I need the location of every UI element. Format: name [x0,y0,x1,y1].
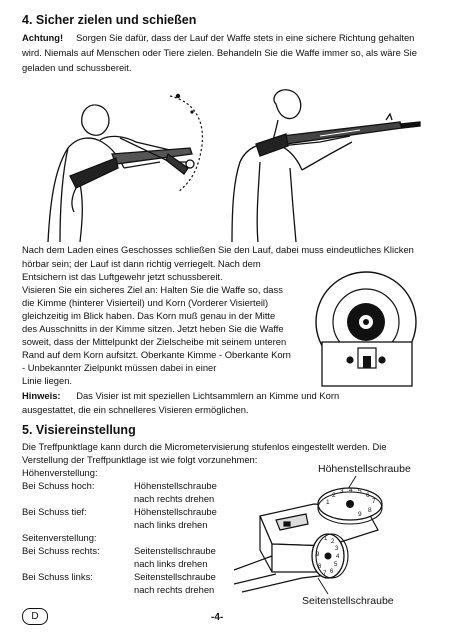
shooter-right-figure [232,90,420,242]
svg-text:8: 8 [318,564,322,570]
side-row-right-direction [22,558,222,570]
svg-text:7: 7 [372,498,376,505]
body-line-9: Rand auf dem Korn aufsitzt. Oberkante Kimme - Oberkante Korn [22,349,291,360]
body-line-1: Nach dem Laden eines Geschosses schließen Sie den Lauf, dabei muss eindeutliches Klicken [22,244,414,255]
direction-text: nach rechts drehen [134,584,215,595]
action-text: Höhenstellschraube [134,506,217,517]
svg-text:5: 5 [334,562,338,568]
warning-line-1 [22,32,442,45]
hint-label: Hinweis: [22,390,61,401]
motion-arc [170,96,202,192]
body-line-2: hörbar sein; der Lauf ist dann richtig verriegelt. Nach dem [22,258,261,269]
warning-line-2: wird. Niemals auf Menschen oder Tiere zielen. Behandeln Sie die Waffe immer so, als wäre Sie [22,47,417,58]
side-row-right [22,545,222,557]
shooter-left-figure [48,105,194,242]
hint-line-2: ausgestattet, die ein schnelleres Visieren ermöglichen. [22,404,249,415]
body-line-4: Visieren Sie ein sicheres Ziel an: Halten Sie die Waffe so, dass [22,284,283,295]
hint-line-1 [22,390,442,403]
svg-text:1: 1 [324,536,328,542]
intro-line-2: Verstellung der Treffpunktlage ist wie folgt vorzunehmen: [22,454,258,465]
svg-text:4: 4 [336,554,340,560]
hint-text-1: Das Visier ist mit speziellen Lichtsammlern an Kimme und Korn [76,390,340,401]
direction-text: nach links drehen [134,558,208,569]
height-row-down [22,506,222,518]
callout-line-side [318,578,328,594]
section-5-heading: 5. Visiereinstellung [22,423,136,437]
body-line-11: Linie liegen. [22,375,73,386]
action-text: Höhenstellschraube [134,480,217,491]
direction-text: nach rechts drehen [134,493,215,504]
warning-line-3: geladen und schussbereit. [22,62,132,73]
direction-text: nach links drehen [134,519,208,530]
body-line-8: soweit, dass der Mittelpunkt der Zielscheibe mit seinem unteren [22,336,287,347]
body-line-6: gleichzeitig im Blick haben. Das Korn muß genau in der Mitte [22,310,276,321]
svg-text:6: 6 [330,569,334,575]
side-row-left-direction [22,584,222,596]
warning-label: Achtung! [22,32,64,43]
condition-text: Bei Schuss links: [22,571,93,582]
svg-text:6: 6 [366,492,370,499]
condition-text: Bei Schuss rechts: [22,545,100,556]
svg-text:9: 9 [316,552,320,558]
callout-height-screw: Höhenstellschraube [318,463,411,475]
svg-text:5: 5 [358,488,362,495]
side-adjust-title: Seitenverstellung: [22,532,97,543]
svg-text:9: 9 [358,511,362,518]
body-line-3: Entsichern ist das Luftgewehr jetzt schussbereit. [22,271,223,282]
action-text: Seitenstellschraube [134,571,216,582]
side-row-left [22,571,222,583]
condition-text: Bei Schuss tief: [22,506,87,517]
body-line-5: die Kimme (hinterer Visierteil) und Korn (Vorderer Visierteil) [22,297,269,308]
svg-text:2: 2 [332,492,336,499]
svg-text:8: 8 [368,507,372,514]
condition-text: Bei Schuss hoch: [22,480,95,491]
height-row-down-direction [22,519,222,531]
sight-picture-illustration [302,270,438,394]
warning-text-1: Sorgen Sie dafür, dass der Lauf der Waffe stets in eine sichere Richtung gehalten [76,32,415,43]
svg-text:4: 4 [349,487,353,494]
body-line-7: des Ausschnitts in der Kimme sitzen. Jetzt heben Sie die Waffe [22,323,284,334]
svg-text:1: 1 [326,499,330,506]
height-row-up [22,480,222,492]
page-number: -4- [211,612,224,623]
svg-text:2: 2 [331,539,335,545]
callout-side-screw: Seitenstellschraube [302,595,394,607]
language-badge: D [22,608,48,625]
action-text: Seitenstellschraube [134,545,216,556]
svg-text:3: 3 [335,546,339,552]
intro-line-1: Die Treffpunktlage kann durch die Micrometervisierung stufenlos eingestellt werden. Die [22,441,387,452]
shooting-stance-illustration [20,84,440,242]
front-sight-post [363,356,371,368]
section-4-heading: 4. Sicher zielen und schießen [22,13,197,27]
height-adjust-title: Höhenverstellung: [22,467,98,478]
svg-text:3: 3 [340,488,344,495]
micrometer-sight-illustration [232,460,442,610]
height-row-up-direction [22,493,222,505]
body-line-10: - Unbekannter Zielpunkt müssen dabei in einer [22,362,217,373]
svg-text:7: 7 [323,571,327,577]
